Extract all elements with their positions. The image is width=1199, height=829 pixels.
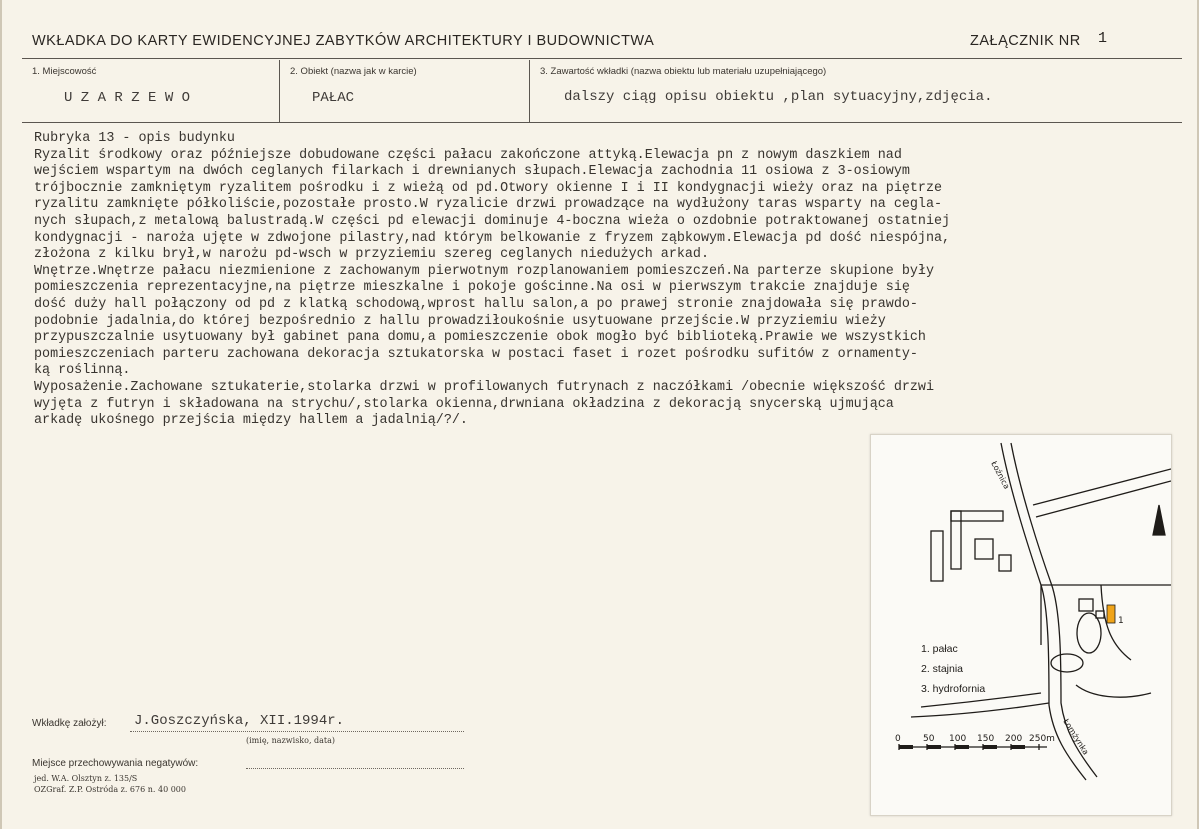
farm-building <box>975 539 993 559</box>
description-line: ką roślinną. <box>34 363 131 379</box>
founder-label: Wkładkę założył: <box>32 718 107 729</box>
description-line: dość duży hall połączony od pd z klatką schodową,wprost hallu salon,a po prawej stronie znajdowała się prawdo- <box>34 296 918 312</box>
description-line: arkadę ukośnego przejścia między hallem a jadalnią/?/. <box>34 413 468 429</box>
card-title: WKŁADKA DO KARTY EWIDENCYJNEJ ZABYTKÓW ARCHITEKTURY I BUDOWNICTWA <box>32 33 655 49</box>
attachment-label: ZAŁĄCZNIK NR <box>970 33 1081 49</box>
print-info-1: jed. W.A. Olsztyn z. 135/S <box>34 774 138 783</box>
description-line: złożona z kilku brył,w narożu pd-wsch w przyziemiu szereg ceglanych niedużych arkad. <box>34 247 709 263</box>
scale-tick-label: 150 <box>977 734 995 744</box>
field-contents-label: 3. Zawartość wkładki (nazwa obiektu lub materiału uzupełniającego) <box>540 66 827 77</box>
field-locality <box>22 60 280 122</box>
field-object-label: 2. Obiekt (nazwa jak w karcie) <box>290 66 417 77</box>
founder-caption: (imię, nazwisko, data) <box>246 736 336 745</box>
scale-segment <box>927 745 941 749</box>
field-object <box>280 60 530 122</box>
palace-marker-label: 1 <box>1118 616 1124 626</box>
scale-tick-label: 250m <box>1029 734 1055 744</box>
scale-tick-label: 100 <box>949 734 967 744</box>
description-line: podobnie jadalnia,do której bezpośrednio z hallu prowadziłoukośnie usytuowane przejście.W przyziemiu wieży <box>34 313 886 329</box>
field-contents <box>530 60 1182 122</box>
field-locality-value: U Z A R Z E W O <box>64 90 191 106</box>
attachment-number: 1 <box>1098 30 1108 47</box>
farm-building <box>951 511 1003 521</box>
farm-building <box>999 555 1011 571</box>
legend-item-stable: 2. stajnia <box>921 663 964 675</box>
description-line: Wnętrze.Wnętrze pałacu niezmienione z zachowanym pierwotnym rozplanowaniem pomieszczeń.Na parterze skupione były <box>34 263 934 279</box>
description-line: wyjęta z futryn i składowana na strychu/,stolarka okienna,drwniana okładzina z dekoracją snycerską ujmująca <box>34 396 894 412</box>
scale-tick-label: 0 <box>895 734 901 744</box>
description-line: kondygnacji - naroża ujęte w zdwojone pilastry,nad którym belkowanie z fryzem ząbkowym.Elewacja pd dość niespójna, <box>34 230 951 246</box>
farm-building <box>951 511 961 569</box>
founder-dotline <box>130 731 464 732</box>
site-plan-photo <box>870 434 1172 816</box>
field-locality-label: 1. Miejscowość <box>32 66 97 77</box>
description-line: przypuszczalnie usytuowany był gabinet pana domu,a pomieszczenie obok mogło być biblioteką.Prawie we wszystkich <box>34 330 926 346</box>
road-label: Łomżynka <box>1061 717 1091 757</box>
road-west-edge <box>911 703 1049 717</box>
description-line: nych słupach,z metalową balustradą.W części pd elewacji dominuje 4-boczna wieża o ozdobnie potraktowanej ostatniej <box>34 213 951 229</box>
road-label: Łoźnica <box>989 459 1012 491</box>
description-line: pomieszczeniach parteru zachowana dekoracja sztukatorska w postaci faset i rozet pośrodku sufitów z ornamenty- <box>34 346 918 362</box>
description-line: wejściem wspartym na dwóch ceglanych filarkach i drewnianych słupach.Elewacja zachodnia 11 osiowa z 3-osiowym <box>34 164 910 180</box>
legend-item-palace: 1. pałac <box>921 643 958 655</box>
field-object-value: PAŁAC <box>312 90 355 106</box>
farm-building <box>931 531 943 581</box>
description-text <box>34 131 1184 430</box>
scale-segment <box>983 745 997 749</box>
palace-marker <box>1107 605 1115 623</box>
description-line: pomieszczenia reprezentacyjne,na piętrze mieszkalne i pokoje gościnne.Na osi w pierwszym trakcie znajduje się <box>34 280 910 296</box>
print-info-2: OZGraf. Z.P. Ostróda z. 676 n. 40 000 <box>34 785 186 794</box>
park-path <box>1101 585 1131 660</box>
field-contents-value: dalszy ciąg opisu obiektu ,plan sytuacyjny,zdjęcia. <box>564 89 993 105</box>
scale-tick-label: 50 <box>923 734 935 744</box>
description-line: Ryzalit środkowy oraz późniejsze dobudowane części pałacu zakończone attyką.Elewacja pn z nowym daszkiem nad <box>34 147 902 163</box>
description-line: Wyposażenie.Zachowane sztukaterie,stolarka drzwi w profilowanych futrynach z naczółkami /obecnie większość drzwi <box>34 379 934 395</box>
waterworks-building <box>1096 611 1104 618</box>
scale-segment <box>899 745 913 749</box>
stable-building <box>1079 599 1093 611</box>
pond <box>1077 613 1101 653</box>
description-line: ryzalitu zamknięte półkoliście,pozostałe prosto.W ryzalicie drzwi prowadzące na wydłużony taras wsparty na cegla- <box>34 197 943 213</box>
north-arrow <box>1153 505 1165 535</box>
pond <box>1051 654 1083 672</box>
header-divider <box>22 58 1182 59</box>
scale-tick-label: 200 <box>1005 734 1023 744</box>
scale-labels <box>895 734 1055 744</box>
description-line: trójbocznie zamkniętym ryzalitem pośrodku i z wieżą od pd.Otwory okienne I i II kondygnacji wieży oraz na piętrze <box>34 180 943 196</box>
scale-segment <box>1011 745 1025 749</box>
fields-divider <box>22 122 1182 123</box>
negatives-label: Miejsce przechowywania negatywów: <box>32 758 199 769</box>
map-legend <box>921 639 985 699</box>
legend-item-waterworks: 3. hydrofornia <box>921 683 986 695</box>
scale-segment <box>955 745 969 749</box>
founder-value: J.Goszczyńska, XII.1994r. <box>134 713 345 729</box>
park-path <box>1076 685 1151 697</box>
negatives-dotline <box>246 768 464 769</box>
site-plan-drawing <box>871 435 1171 815</box>
description-line: Rubryka 13 - opis budynku <box>34 131 235 146</box>
